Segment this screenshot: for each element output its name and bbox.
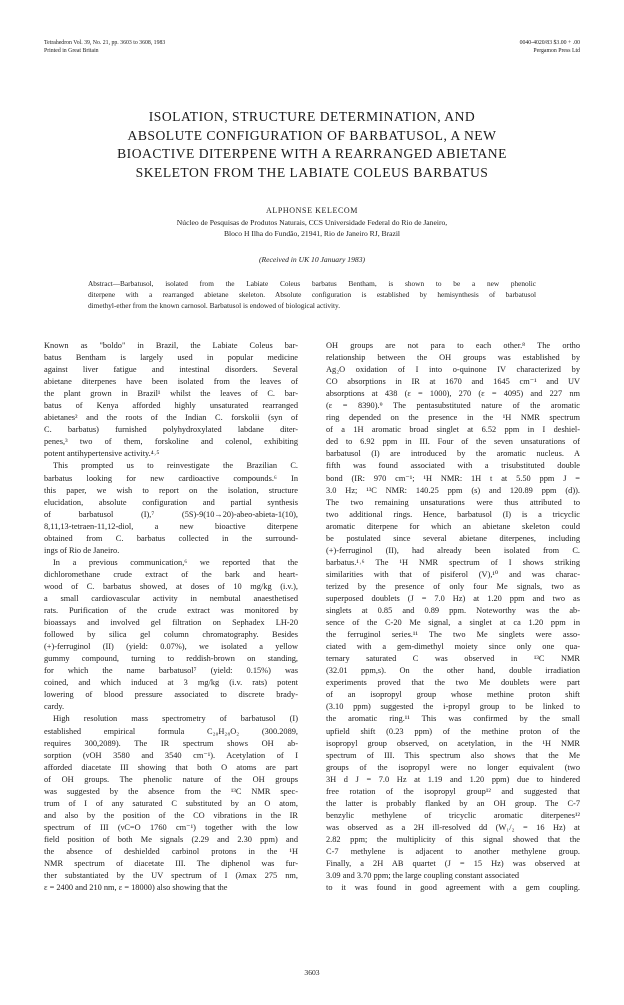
body-line: superposed doublets (J = 7.0 Hz) at 1.20 ppm and two as [326, 593, 580, 603]
title-line: SKELETON FROM THE LABIATE COLEUS BARBATUS [135, 164, 489, 180]
body-line: spectrum of III. This spectrum also shows that the Me [326, 750, 580, 760]
body-line: trum of I of any saturated C substituted by an O atom, [44, 798, 298, 808]
body-line: free rotation of the isopropyl group¹² and suggested that [326, 786, 580, 796]
body-line: Finally, a 2H AB quartet (J = 15 Hz) was observed at [326, 859, 580, 869]
body-line: NMR spectrum of diacetate III. The diphenol was fur- [44, 859, 298, 869]
body-line: was observed as a 2H ill-resolved dd (W₁/₂ = 16 Hz) at [326, 822, 580, 832]
body-line: absorptions at 438 (ε = 1000), 270 (ε = 4095) and 227 nm [326, 389, 580, 399]
body-line: penes,³ two of them, forskoline and colenol, exhibiting [44, 437, 298, 447]
affiliation [60, 218, 564, 239]
body-line: 3H d J = 7.0 Hz at 1.19 and 1.20 ppm) due to hindered [326, 774, 580, 784]
body-line: lowering of blood pressure associated to discrete brady- [44, 690, 298, 700]
body-line: field position of both Me signals (2.29 and 2.30 ppm) and [44, 834, 298, 844]
body-line: sence of the C-20 Me signal, a singlet at ca 1.20 ppm in [326, 618, 580, 628]
body-line: of a 1H aromatic broad singlet at 6.52 ppm in I deshiel- [326, 425, 580, 435]
abstract-line: dimethyl-ether from the known carnosol. Barbatusol is endowed of biological activity. [88, 301, 341, 310]
body-line: of OH groups. The phenolic nature of the OH groups [44, 774, 298, 784]
body-line: Ag₂O oxidation of I into o-quinone IV characterized by [326, 365, 580, 375]
body-line: dichloromethane crude extract of the bark and heart- [44, 569, 298, 579]
body-line: elucidation, absolute configuration and partial synthesis [44, 497, 298, 507]
body-line: batus of Kenya afforded highly unsaturated rearranged [44, 401, 298, 411]
body-line: followed by silica gel column chromatography. Besides [44, 630, 298, 640]
body-line: The two remaining unsaturations were thus attributed to [326, 497, 580, 507]
body-line: ciated with a gem-dimethyl moiety since only one qua- [326, 642, 580, 652]
body-line: ded to 6.92 ppm in III. Four of the seven unsaturations of [326, 437, 580, 447]
body-line: for which the name barbatusol⁷ (yield: 0.15%) was [44, 666, 298, 676]
body-line: relationship between the OH groups was established by [326, 353, 580, 363]
page-number: 3603 [304, 968, 320, 977]
body-line: this paper, we wish to report on the isolation, structure [44, 485, 298, 495]
body-line: was suggested by the absence from the ¹³C NMR spec- [44, 786, 298, 796]
body-line: the absence of deshielded carbinol protons in the ¹H [44, 846, 298, 856]
body-line: 2.82 ppm; the multiplicity of this signal showed that the [326, 834, 580, 844]
body-line: (+)-ferruginol (II), had already been isolated from C. [326, 545, 580, 555]
body-line: two additional rings. Hence, barbatusol (I) is a tricyclic [326, 509, 580, 519]
body-line: ings of Rio de Janeiro. [44, 545, 120, 555]
body-line: the aromatic ring.¹¹ This was confirmed by the small [326, 714, 580, 724]
body-line: the latter is probably flanked by an OH group. The C-7 [326, 798, 580, 808]
body-line: ring depended on the presence in the ¹H NMR spectrum [326, 413, 580, 423]
affiliation-line: Núcleo de Pesquisas de Produtos Naturais, CCS Universidade Federal do Rio de Janeiro, [176, 218, 448, 227]
body-line: aromatic diterpene for which an abietane skeleton could [326, 521, 580, 531]
body-line: bioassays and involved gel filtration on Sephadex LH-20 [44, 618, 298, 628]
printed-line: Printed in Great Britain [44, 47, 99, 54]
body-line: singlets at 0.85 and 0.89 ppm. Noteworthy was the ab- [326, 606, 580, 616]
body-line: benzylic methylene of tricyclic aromatic diterpenes¹² [326, 810, 580, 820]
body-line: bond (IR: 970 cm⁻¹; ¹H NMR: 1H t at 5.50 ppm J = [326, 473, 580, 483]
body-line: abietane diterpenes have been isolated from the leaves of [44, 377, 298, 387]
body-line: 8,11,13-tetraen-11,12-diol, a new bioactive diterpene [44, 521, 298, 531]
body-line: C. barbatus) furnished polyhydroxylated labdane diter- [44, 425, 298, 435]
body-line: (ε = 8390).⁹ The pentasubstituted nature of the aromatic [326, 401, 580, 411]
body-line: C-7 methylene is adjacent to another methylene group. [326, 846, 580, 856]
body-line: experiments proved that the two Me doublets were part [326, 678, 580, 688]
received-date: (Received in UK 10 January 1983) [258, 255, 366, 264]
body-line: barbatus.¹˒⁶ The ¹H NMR spectrum of I shows striking [326, 557, 580, 567]
body-line: ε = 2400 and 210 nm, ε = 18000) also showing that the [44, 883, 228, 893]
body-line: abietanes² and the roots of the Indian C. forskolii (syn of [44, 413, 298, 423]
body-line: rats. Purification of the crude extract was monitored by [44, 606, 298, 616]
abstract-line: Abstract—Barbatusol, isolated from the Labiate Coleus barbatus Bentham, is shown to be a new phenolic [88, 279, 536, 288]
publisher-line: Pergamon Press Ltd [533, 47, 580, 54]
body-line: be postulated since several abietane diterpenes, including [326, 533, 580, 543]
body-line: (+)-ferruginol (II) (yield: 0.07%), we isolated a yellow [44, 642, 298, 652]
body-line: isopropyl group observed, on acetylation, in the ¹H NMR [326, 738, 580, 748]
body-line: High resolution mass spectrometry of barbatusol (I) [53, 714, 298, 724]
body-line: ther substantiated by the UV spectrum of I (λmax 275 nm, [44, 871, 298, 881]
body-column-right [326, 340, 580, 894]
title-line: ISOLATION, STRUCTURE DETERMINATION, AND [148, 109, 476, 124]
abstract-line: diterpene with a rearranged abietane skeleton. Absolute configuration is established by hemisynthesis of barbatusol [88, 290, 536, 299]
body-line: sorption (νOH 3580 and 3540 cm⁻¹). Acetylation of I [44, 750, 298, 760]
body-line: groups of the isopropyl were no longer equivalent (two [326, 762, 580, 772]
body-line: against liver fatigue and intestinal disorders. Several [44, 365, 298, 375]
author-name: ALPHONSE KELECOM [265, 206, 359, 215]
body-line: potent antihypertensive activity.⁴˒⁵ [44, 449, 160, 459]
body-line: (32.01 ppm,s). On the other hand, double irradiation [326, 666, 580, 676]
body-line: of an isopropyl group whose methine proton shift [326, 690, 580, 700]
body-line: to it was found in good agreement with a gem coupling. [326, 883, 580, 893]
body-line: of barbatusol (I),⁷ (5S)-9(10→20)-abeo-abieta-1(10), [44, 509, 298, 519]
abstract [88, 278, 536, 311]
body-line: Known as "boldo" in Brazil, the Labiate Coleus bar- [44, 341, 298, 350]
body-line: CO absorptions in IR at 1670 and 1645 cm⁻¹ and UV [326, 377, 580, 387]
body-line: obtained from C. barbatus collected in the surround- [44, 533, 298, 543]
body-line: spectrum of III (νC=O 1760 cm⁻¹) together with the low [44, 822, 298, 832]
body-line: 3.09 and 3.70 ppm; the large coupling constant associated [326, 871, 520, 881]
body-line: similarities with that of pisiferol (V),¹⁰ and was charac- [326, 569, 580, 579]
body-line: upfield shift (0.23 ppm) of the methine proton of the [326, 726, 580, 736]
body-line: batus Bentham is largely used in popular medicine [44, 353, 298, 363]
body-line: (3.10 ppm) suggested the i-propyl group to be linked to [326, 702, 580, 712]
title-line: ABSOLUTE CONFIGURATION OF BARBATUSOL, A NEW [127, 127, 497, 143]
body-line: a small cardiovascular activity in nembutal anaesthetised [44, 593, 298, 603]
body-line: gummy compound, turning to reddish-brown on standing, [44, 654, 298, 664]
running-header-right [520, 40, 580, 55]
article-title [60, 108, 564, 182]
body-line: requires 300,2089). The IR spectrum shows OH ab- [44, 738, 298, 748]
body-column-left [44, 340, 298, 894]
body-line: the ferruginol series.¹¹ The two Me singlets were asso- [326, 630, 580, 640]
title-line: BIOACTIVE DITERPENE WITH A REARRANGED ABIETANE [117, 146, 507, 161]
body-line: OH groups are not para to each other.⁸ The ortho [326, 341, 580, 350]
body-line: terized by the presence of only four Me signals, two as [326, 581, 580, 591]
body-line: 3.0 Hz; ¹³C NMR: 140.25 ppm (s) and 120.89 ppm (d)). [326, 485, 580, 495]
affiliation-line: Bloco H Ilha do Fundão, 21941, Rio de Janeiro RJ, Brazil [223, 228, 401, 238]
body-line: established empirical formula C₂₀H₂₈O₂ (300.2089, [44, 726, 298, 736]
body-line: afforded diacetate III showing that both O atoms are part [44, 762, 298, 772]
body-line: wood of C. barbatus showed, at doses of 10 mg/kg (i.v.), [44, 581, 298, 591]
body-line: and also by the position of the CO vibrations in the IR [44, 810, 298, 820]
body-line: barbatusol (I) are introduced by the aromatic nucleus. A [326, 449, 580, 459]
body-line: cardy. [44, 702, 65, 712]
body-line: In a previous communication,⁶ we reported that the [53, 557, 298, 567]
journal-line: Tetrahedron Vol. 39, No. 21, pp. 3603 to 3608, 1983 [44, 40, 166, 46]
body-line: ternary saturated C was observed in ¹³C NMR [326, 654, 580, 664]
running-header-left [44, 40, 165, 55]
body-line: fifth was found associated with a trisubstituted double [326, 461, 580, 471]
body-line: barbatus looking for new cardioactive compounds.⁶ In [44, 473, 298, 483]
body-line: coined, and which induced at 3 mg/kg (i.v. rats) potent [44, 678, 298, 688]
body-line: This prompted us to reinvestigate the Brazilian C. [53, 461, 298, 471]
body-line: the plant grown in Brazil¹ whilst the leaves of C. bar- [44, 389, 298, 399]
code-line: 0040-4020/83 $3.00 + .00 [519, 40, 580, 46]
